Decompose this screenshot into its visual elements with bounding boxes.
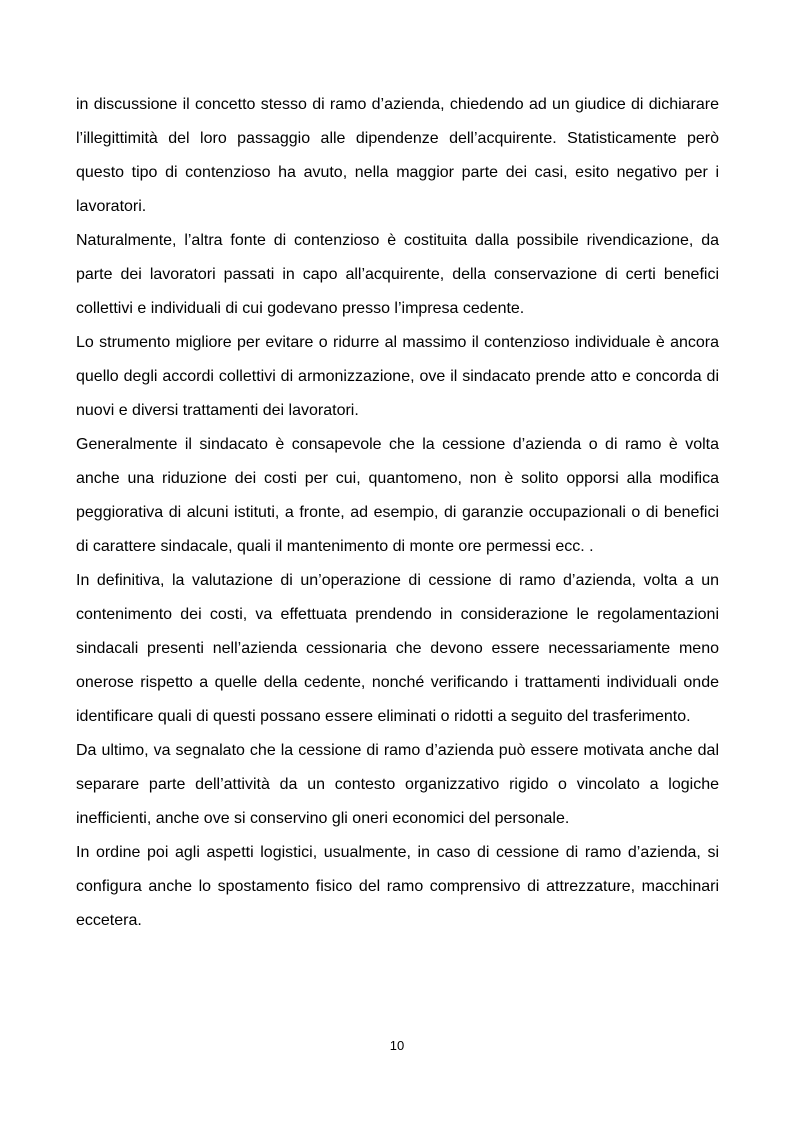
paragraph: Da ultimo, va segnalato che la cessione di ramo d’azienda può essere motivata anche dal separare parte dell’attività da un contesto organizzativo rigido o vincolato a logiche inefficienti, anche ove si conservino gli oneri economici del personale. bbox=[76, 742, 719, 827]
page-body bbox=[76, 88, 719, 938]
paragraph: Generalmente il sindacato è consapevole che la cessione d’azienda o di ramo è volta anche una riduzione dei costi per cui, quantomeno, non è solito opporsi alla modifica peggiorativa di alcuni istituti, a fronte, ad esempio, di garanzie occupazionali o di benefici di carattere sindacale, quali il mantenimento di monte ore permessi ecc. . bbox=[76, 436, 719, 555]
paragraph: Lo strumento migliore per evitare o ridurre al massimo il contenzioso individuale è ancora quello degli accordi collettivi di armonizzazione, ove il sindacato prende atto e concorda di nuovi e diversi trattamenti dei lavoratori. bbox=[76, 334, 719, 419]
paragraph: In ordine poi agli aspetti logistici, usualmente, in caso di cessione di ramo d’azienda, si configura anche lo spostamento fisico del ramo comprensivo di attrezzature, macchinari eccetera. bbox=[76, 844, 719, 929]
page-number: 10 bbox=[389, 1038, 405, 1053]
paragraph: in discussione il concetto stesso di ramo d’azienda, chiedendo ad un giudice di dichiarare l’illegittimità del loro passaggio alle dipendenze dell’acquirente. Statisticamente però questo tipo di contenzioso ha avuto, nella maggior parte dei casi, esito negativo per i lavoratori. bbox=[76, 96, 719, 215]
paragraph: Naturalmente, l’altra fonte di contenzioso è costituita dalla possibile rivendicazione, da parte dei lavoratori passati in capo all’acquirente, della conservazione di certi benefici collettivi e individuali di cui godevano presso l’impresa cedente. bbox=[76, 232, 719, 317]
paragraph: In definitiva, la valutazione di un’operazione di cessione di ramo d’azienda, volta a un contenimento dei costi, va effettuata prendendo in considerazione le regolamentazioni sindacali presenti nell’azienda cessionaria che devono essere necessariamente meno onerose rispetto a quelle della cedente, nonché verificando i trattamenti individuali onde identificare quali di questi possano essere eliminati o ridotti a seguito del trasferimento. bbox=[76, 572, 719, 725]
